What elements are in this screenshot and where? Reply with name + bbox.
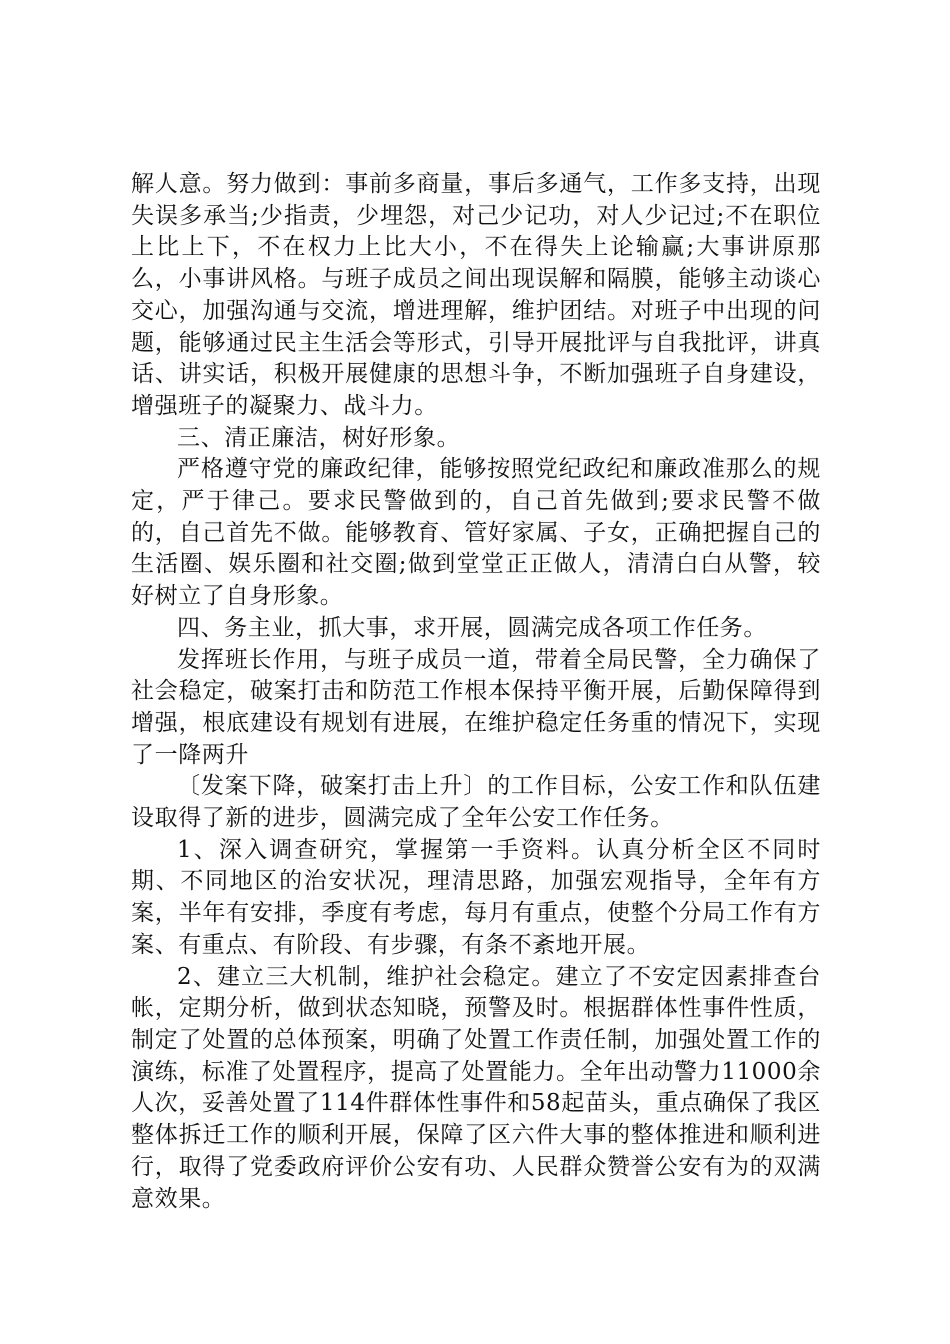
document-body (131, 169, 821, 1215)
paragraph-goal: 〔发案下降，破案打击上升〕的工作目标，公安工作和队伍建设取得了新的进步，圆满完成了全年公安工作任务。 (131, 773, 821, 832)
paragraph-continuation: 解人意。努力做到：事前多商量，事后多通气，工作多支持，出现失误多承当;少指责，少埋怨，对己少记功，对人少记过;不在职位上比上下，不在权力上比大小，不在得失上论输赢;大事讲原那么，小事讲风格。与班子成员之间出现误解和隔膜，能够主动谈心交心，加强沟通与交流，增进理解，维护团结。对班子中出现的问题，能够通过民主生活会等形式，引导开展批评与自我批评，讲真话、讲实话，积极开展健康的思想斗争，不断加强班子自身建设，增强班子的凝聚力、战斗力。 (131, 171, 821, 419)
paragraph-integrity: 严格遵守党的廉政纪律，能够按照党纪政纪和廉政准那么的规定，严于律己。要求民警做到的，自己首先做到;要求民警不做的，自己首先不做。能够教育、管好家属、子女，正确把握自己的生活圈、娱乐圈和社交圈;做到堂堂正正做人，清清白白从警，较好树立了自身形象。 (131, 456, 821, 610)
section-heading-four: 四、务主业，抓大事，求开展，圆满完成各项工作任务。 (177, 614, 767, 641)
paragraph-item-two: 2、建立三大机制，维护社会稳定。建立了不安定因素排查台帐，定期分析，做到状态知晓，预警及时。根据群体性事件性质，制定了处置的总体预案，明确了处置工作责任制，加强处置工作的演练，标准了处置程序，提高了处置能力。全年出动警力11000余人次，妥善处置了114件群体性事件和58起苗头，重点确保了我区整体拆迁工作的顺利开展，保障了区六件大事的整体推进和顺利进行，取得了党委政府评价公安有功、人民群众赞誉公安有为的双满意效果。 (131, 963, 821, 1212)
section-heading-three: 三、清正廉洁，树好形象。 (177, 424, 461, 451)
paragraph-leadership: 发挥班长作用，与班子成员一道，带着全局民警，全力确保了社会稳定，破案打击和防范工作根本保持平衡开展，后勤保障得到增强，根底建设有规划有进展，在维护稳定任务重的情况下，实现了一降两升 (131, 646, 821, 768)
paragraph-item-one: 1、深入调查研究，掌握第一手资料。认真分析全区不同时期、不同地区的治安状况，理清思路，加强宏观指导，全年有方案，半年有安排，季度有考虑，每月有重点，使整个分局工作有方案、有重点、有阶段、有步骤，有条不紊地开展。 (131, 836, 821, 958)
